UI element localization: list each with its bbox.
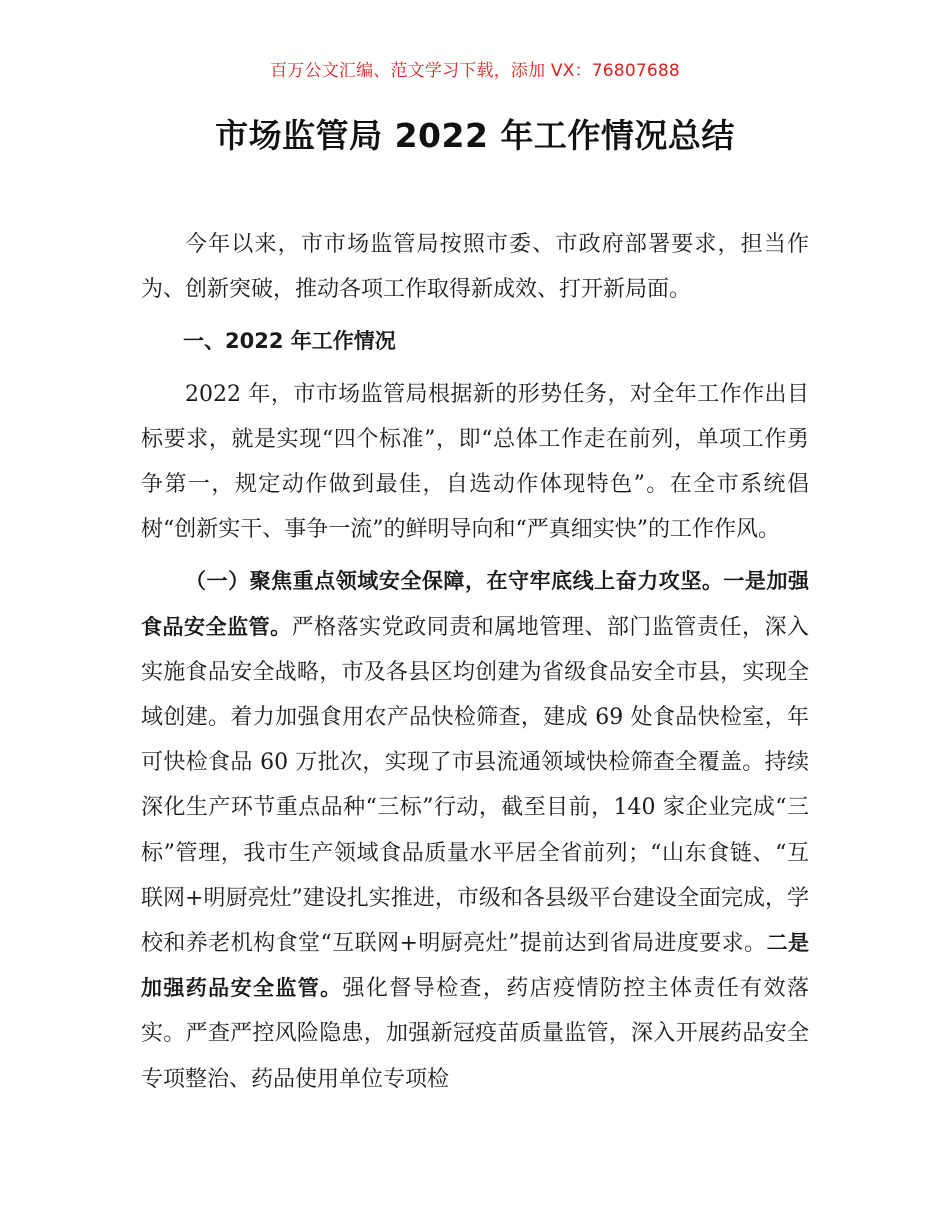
subsection-paragraph — [141, 559, 809, 1101]
document-title: 市场监管局 2022 年工作情况总结 — [215, 116, 735, 155]
point-two-lead: 二是加强药品安全监管。 — [141, 931, 809, 1001]
section-paragraph: 2022 年，市市场监管局根据新的形势任务，对全年工作作出目标要求，就是实现“四个标准”，即“总体工作走在前列，单项工作勇争第一，规定动作做到最佳，自选动作体现特色”。在全市系统倡树“创新实干、事争一流”的鲜明导向和“严真细实快”的工作作风。 — [141, 381, 809, 543]
intro-paragraph: 今年以来，市市场监管局按照市委、市政府部署要求，担当作为、创新突破，推动各项工作取得新成效、打开新局面。 — [141, 232, 809, 303]
point-two-text: 强化督导检查，药店疫情防控主体责任有效落实。严查严控风险隐患，加强新冠疫苗质量监管，深入开展药品安全专项整治、药品使用单位专项检 — [141, 976, 809, 1092]
document-body — [141, 222, 809, 1109]
point-one-text: 严格落实党政同责和属地管理、部门监管责任，深入实施食品安全战略，市及各县区均创建为省级食品安全市县，实现全域创建。着力加强食用农产品快检筛查，建成 69 处食品快检室，年可快检食品 60 万批次，实现了市县流通领域快检筛查全覆盖。持续深化生产环节重点品种“三标”行动，截至目前，140 家企业完成“三标”管理，我市生产领域食品质量水平居全省前列；“山东食链、“互联网+明厨亮灶”建设扎实推进，市级和各县级平台建设全面完成，学校和养老机构食堂“互联网+明厨亮灶”提前达到省局进度要求。 — [141, 614, 809, 957]
point-one-lead: 一是加强食品安全监管。 — [141, 569, 809, 639]
subsection-heading: （一）聚焦重点领域安全保障，在守牢底线上奋力攻坚。 — [185, 569, 724, 594]
section-heading: 一、2022 年工作情况 — [183, 329, 396, 354]
promo-banner: 百万公文汇编、范文学习下载，添加 VX：76807688 — [270, 61, 680, 81]
